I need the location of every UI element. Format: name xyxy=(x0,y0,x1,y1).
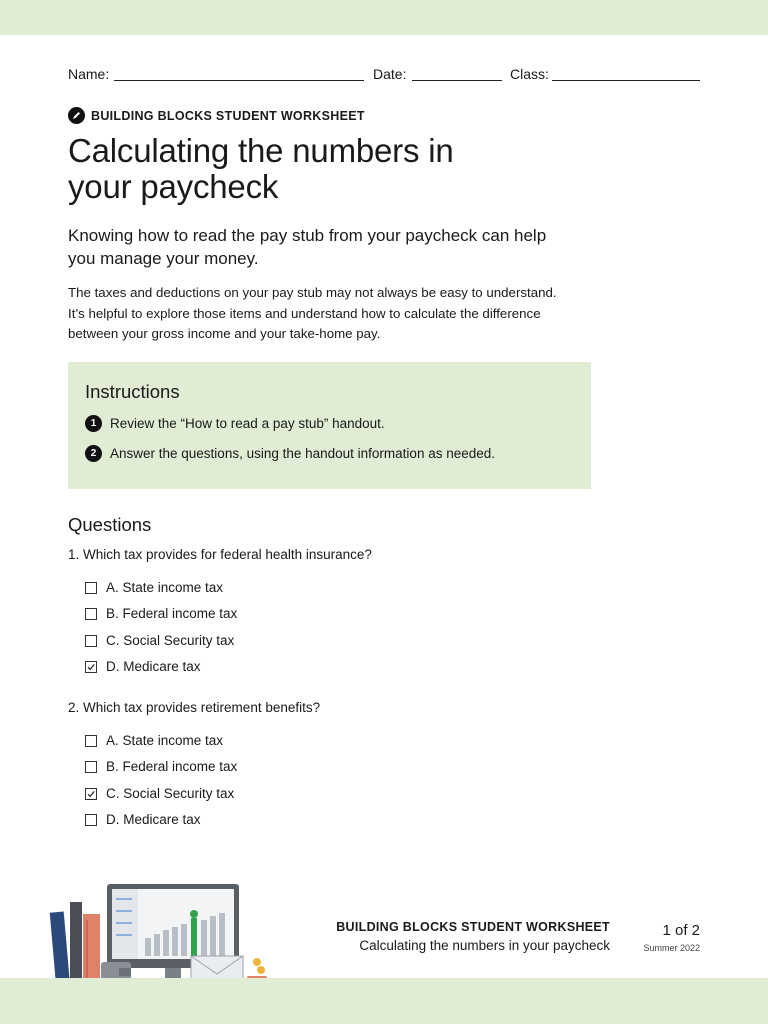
checkbox[interactable] xyxy=(85,735,97,747)
name-label: Name: xyxy=(68,66,110,82)
checkbox[interactable] xyxy=(85,814,97,826)
kicker-text: BUILDING BLOCKS STUDENT WORKSHEET xyxy=(91,108,365,123)
date-field[interactable] xyxy=(412,80,502,81)
class-label: Class: xyxy=(510,66,549,82)
question-2-option-b[interactable]: B. Federal income tax xyxy=(85,759,237,774)
step-number-badge: 2 xyxy=(85,445,102,462)
pencil-icon xyxy=(68,107,85,124)
instruction-step xyxy=(85,445,495,462)
checkbox[interactable] xyxy=(85,761,97,773)
edition-season: Summer 2022 xyxy=(643,943,700,953)
question-2-text: 2. Which tax provides retirement benefits? xyxy=(68,700,321,715)
question-1-text: 1. Which tax provides for federal health insurance? xyxy=(68,547,372,562)
lead-paragraph: Knowing how to read the pay stub from your paycheck can help you manage your money. xyxy=(68,226,547,268)
checkbox[interactable] xyxy=(85,582,97,594)
instruction-step xyxy=(85,415,385,432)
step-text: Review the “How to read a pay stub” handout. xyxy=(110,416,385,431)
date-label: Date: xyxy=(373,66,407,82)
checkbox[interactable] xyxy=(85,661,97,673)
bottom-band xyxy=(0,978,768,1024)
question-1-option-c[interactable]: C. Social Security tax xyxy=(85,633,234,648)
intro-paragraph: The taxes and deductions on your pay stub may not always be easy to understand. It’s helpful to explore those items and understand how to calculate the difference between your gross income and your take-home pay. xyxy=(68,285,557,341)
class-field[interactable] xyxy=(552,80,700,81)
worksheet-kicker xyxy=(68,107,365,124)
checkmark-icon xyxy=(86,789,96,799)
question-2-option-a[interactable]: A. State income tax xyxy=(85,733,223,748)
questions-heading: Questions xyxy=(68,514,152,535)
checkbox[interactable] xyxy=(85,608,97,620)
checkmark-icon xyxy=(86,662,96,672)
books-computer-illustration xyxy=(45,880,275,994)
instructions-heading: Instructions xyxy=(85,381,180,402)
page-title: Calculating the numbers in your paycheck xyxy=(68,132,454,205)
checkbox[interactable] xyxy=(85,635,97,647)
question-1-option-b[interactable]: B. Federal income tax xyxy=(85,606,237,621)
question-1-option-d[interactable]: D. Medicare tax xyxy=(85,659,201,674)
step-number-badge: 1 xyxy=(85,415,102,432)
instructions-box xyxy=(68,362,591,489)
checkbox[interactable] xyxy=(85,788,97,800)
name-field[interactable] xyxy=(114,80,364,81)
question-1-option-a[interactable]: A. State income tax xyxy=(85,580,223,595)
question-2-option-d[interactable]: D. Medicare tax xyxy=(85,812,201,827)
footer-title: BUILDING BLOCKS STUDENT WORKSHEET xyxy=(336,920,610,934)
page-number: 1 of 2 xyxy=(662,922,700,939)
footer-subtitle: Calculating the numbers in your paycheck xyxy=(359,938,610,953)
step-text: Answer the questions, using the handout information as needed. xyxy=(110,446,496,461)
question-2-option-c[interactable]: C. Social Security tax xyxy=(85,786,234,801)
top-band xyxy=(0,0,768,35)
